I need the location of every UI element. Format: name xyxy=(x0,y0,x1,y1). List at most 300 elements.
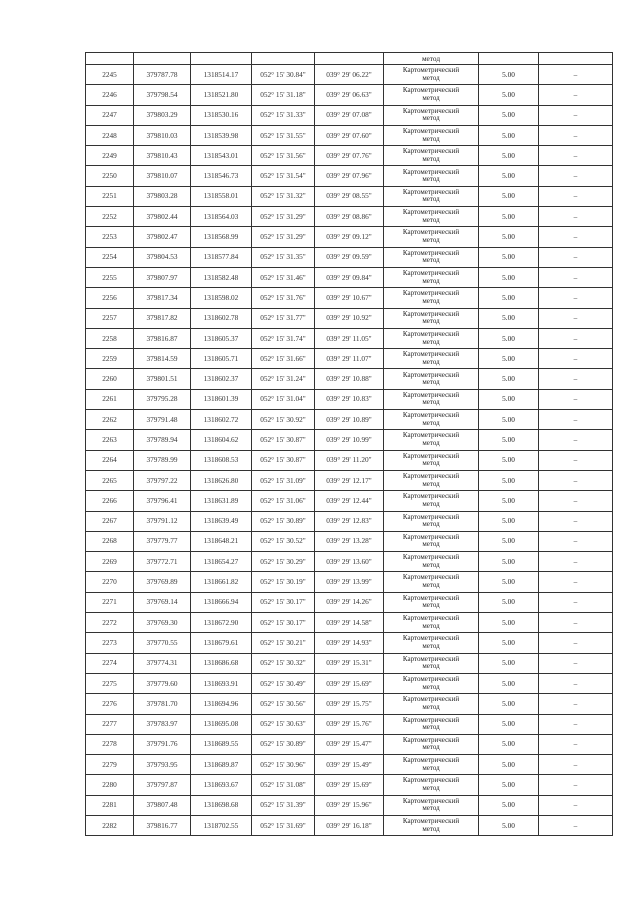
point-number-cell: 2272 xyxy=(86,613,134,633)
longitude-cell: 039° 29' 11.05" xyxy=(315,328,384,348)
method-line2: метод xyxy=(422,520,440,529)
table-row xyxy=(86,328,613,348)
point-number-cell: 2248 xyxy=(86,125,134,145)
accuracy-cell: 5.00 xyxy=(479,349,539,369)
x-coordinate-cell: 379817.82 xyxy=(134,308,191,328)
description-cell: – xyxy=(539,308,613,328)
x-coordinate-cell: 379795.28 xyxy=(134,389,191,409)
point-number-cell: 2269 xyxy=(86,552,134,572)
table-row xyxy=(86,734,613,754)
description-cell: – xyxy=(539,572,613,592)
table-row xyxy=(86,795,613,815)
point-number-cell: 2270 xyxy=(86,572,134,592)
y-coordinate-cell: 1318539.98 xyxy=(191,125,252,145)
latitude-cell: 052° 15' 30.89" xyxy=(252,734,315,754)
method-line1: Картометрический xyxy=(402,674,460,683)
y-coordinate-cell: 1318679.61 xyxy=(191,633,252,653)
accuracy-cell: 5.00 xyxy=(479,389,539,409)
table-body xyxy=(86,53,613,836)
method-line2: метод xyxy=(422,479,440,488)
method-line2: метод xyxy=(422,357,440,366)
y-coordinate-cell: 1318654.27 xyxy=(191,552,252,572)
description-cell: – xyxy=(539,470,613,490)
accuracy-cell: 5.00 xyxy=(479,714,539,734)
method-line2: метод xyxy=(422,175,440,184)
method-cell xyxy=(384,308,479,328)
point-number-cell: 2251 xyxy=(86,186,134,206)
y-coordinate-cell: 1318605.37 xyxy=(191,328,252,348)
longitude-cell: 039° 29' 06.22" xyxy=(315,65,384,85)
point-number-cell: 2262 xyxy=(86,410,134,430)
point-number-cell: 2255 xyxy=(86,267,134,287)
description-cell: – xyxy=(539,207,613,227)
longitude-cell: 039° 29' 08.55" xyxy=(315,186,384,206)
longitude-cell: 039° 29' 15.31" xyxy=(315,653,384,673)
method-line1: Картометрический xyxy=(402,817,460,826)
y-coordinate-cell: 1318672.90 xyxy=(191,613,252,633)
longitude-cell: 039° 29' 14.58" xyxy=(315,613,384,633)
latitude-cell: 052° 15' 30.19" xyxy=(252,572,315,592)
method-line1: Картометрический xyxy=(402,471,460,480)
y-coordinate-cell: 1318661.82 xyxy=(191,572,252,592)
description-cell: – xyxy=(539,389,613,409)
table-row xyxy=(86,186,613,206)
point-number-cell: 2263 xyxy=(86,430,134,450)
longitude-cell: 039° 29' 12.17" xyxy=(315,470,384,490)
table-row xyxy=(86,815,613,835)
longitude-cell: 039° 29' 10.83" xyxy=(315,389,384,409)
longitude-cell: 039° 29' 14.26" xyxy=(315,592,384,612)
table-row xyxy=(86,592,613,612)
latitude-cell: 052° 15' 31.39" xyxy=(252,795,315,815)
table-row xyxy=(86,85,613,105)
accuracy-cell: 5.00 xyxy=(479,572,539,592)
method-line2: метод xyxy=(422,337,440,346)
method-line2: метод xyxy=(422,581,440,590)
x-coordinate-cell: 379770.55 xyxy=(134,633,191,653)
latitude-cell: 052° 15' 31.04" xyxy=(252,389,315,409)
y-coordinate-cell: 1318543.01 xyxy=(191,146,252,166)
table-row xyxy=(86,267,613,287)
description-cell: – xyxy=(539,815,613,835)
accuracy-cell: 5.00 xyxy=(479,65,539,85)
description-cell: – xyxy=(539,227,613,247)
y-coordinate-cell: 1318558.01 xyxy=(191,186,252,206)
method-line2: метод xyxy=(422,662,440,671)
top-cell xyxy=(252,53,315,65)
description-cell: – xyxy=(539,592,613,612)
table-row xyxy=(86,673,613,693)
point-number-cell: 2282 xyxy=(86,815,134,835)
accuracy-cell: 5.00 xyxy=(479,613,539,633)
point-number-cell: 2271 xyxy=(86,592,134,612)
longitude-cell: 039° 29' 12.44" xyxy=(315,491,384,511)
x-coordinate-cell: 379802.47 xyxy=(134,227,191,247)
description-cell: – xyxy=(539,795,613,815)
y-coordinate-cell: 1318626.80 xyxy=(191,470,252,490)
top-cell xyxy=(479,53,539,65)
table-row xyxy=(86,775,613,795)
latitude-cell: 052° 15' 31.76" xyxy=(252,288,315,308)
method-cell xyxy=(384,349,479,369)
table-row xyxy=(86,653,613,673)
method-line1: Картометрический xyxy=(402,228,460,237)
longitude-cell: 039° 29' 06.63" xyxy=(315,85,384,105)
coordinates-table xyxy=(85,52,613,836)
latitude-cell: 052° 15' 31.54" xyxy=(252,166,315,186)
top-cell xyxy=(191,53,252,65)
y-coordinate-cell: 1318608.53 xyxy=(191,450,252,470)
y-coordinate-cell: 1318577.84 xyxy=(191,247,252,267)
x-coordinate-cell: 379791.12 xyxy=(134,511,191,531)
latitude-cell: 052° 15' 31.18" xyxy=(252,85,315,105)
method-cell xyxy=(384,491,479,511)
table-row xyxy=(86,755,613,775)
method-line2: метод xyxy=(422,499,440,508)
point-number-cell: 2260 xyxy=(86,369,134,389)
description-cell: – xyxy=(539,755,613,775)
point-number-cell: 2265 xyxy=(86,470,134,490)
method-line2: метод xyxy=(422,560,440,569)
method-line1: Картометрический xyxy=(402,735,460,744)
accuracy-cell: 5.00 xyxy=(479,288,539,308)
method-line2: метод xyxy=(422,641,440,650)
method-line1: Картометрический xyxy=(402,309,460,318)
y-coordinate-cell: 1318604.62 xyxy=(191,430,252,450)
method-cell xyxy=(384,146,479,166)
y-coordinate-cell: 1318693.91 xyxy=(191,673,252,693)
x-coordinate-cell: 379802.44 xyxy=(134,207,191,227)
accuracy-cell: 5.00 xyxy=(479,531,539,551)
method-line1: Картометрический xyxy=(402,86,460,95)
method-line2: метод xyxy=(422,154,440,163)
x-coordinate-cell: 379807.97 xyxy=(134,267,191,287)
longitude-cell: 039° 29' 11.07" xyxy=(315,349,384,369)
accuracy-cell: 5.00 xyxy=(479,430,539,450)
y-coordinate-cell: 1318602.78 xyxy=(191,308,252,328)
method-cell xyxy=(384,673,479,693)
longitude-cell: 039° 29' 11.20" xyxy=(315,450,384,470)
method-cell xyxy=(384,85,479,105)
latitude-cell: 052° 15' 31.24" xyxy=(252,369,315,389)
method-line2: метод xyxy=(422,682,440,691)
y-coordinate-cell: 1318530.16 xyxy=(191,105,252,125)
method-cell xyxy=(384,552,479,572)
y-coordinate-cell: 1318598.02 xyxy=(191,288,252,308)
top-cell xyxy=(539,53,613,65)
method-line2: метод xyxy=(422,702,440,711)
top-cell-method: метод xyxy=(384,53,479,65)
latitude-cell: 052° 15' 31.32" xyxy=(252,186,315,206)
y-coordinate-cell: 1318631.89 xyxy=(191,491,252,511)
latitude-cell: 052° 15' 31.33" xyxy=(252,105,315,125)
method-line1: Картометрический xyxy=(402,796,460,805)
latitude-cell: 052° 15' 31.29" xyxy=(252,207,315,227)
longitude-cell: 039° 29' 07.76" xyxy=(315,146,384,166)
method-cell xyxy=(384,166,479,186)
description-cell: – xyxy=(539,247,613,267)
method-line1: Картометрический xyxy=(402,126,460,135)
method-cell xyxy=(384,125,479,145)
method-line1: Картометрический xyxy=(402,269,460,278)
point-number-cell: 2261 xyxy=(86,389,134,409)
x-coordinate-cell: 379791.48 xyxy=(134,410,191,430)
method-line1: Картометрический xyxy=(402,208,460,217)
longitude-cell: 039° 29' 10.92" xyxy=(315,308,384,328)
method-cell xyxy=(384,795,479,815)
x-coordinate-cell: 379804.53 xyxy=(134,247,191,267)
method-line2: метод xyxy=(422,256,440,265)
y-coordinate-cell: 1318568.99 xyxy=(191,227,252,247)
method-line2: метод xyxy=(422,418,440,427)
method-line1: Картометрический xyxy=(402,167,460,176)
latitude-cell: 052° 15' 30.63" xyxy=(252,714,315,734)
method-line1: Картометрический xyxy=(402,411,460,420)
x-coordinate-cell: 379798.54 xyxy=(134,85,191,105)
method-cell xyxy=(384,734,479,754)
method-cell xyxy=(384,369,479,389)
accuracy-cell: 5.00 xyxy=(479,186,539,206)
description-cell: – xyxy=(539,430,613,450)
latitude-cell: 052° 15' 31.55" xyxy=(252,125,315,145)
longitude-cell: 039° 29' 10.89" xyxy=(315,410,384,430)
latitude-cell: 052° 15' 31.46" xyxy=(252,267,315,287)
point-number-cell: 2275 xyxy=(86,673,134,693)
method-line1: Картометрический xyxy=(402,329,460,338)
description-cell: – xyxy=(539,673,613,693)
longitude-cell: 039° 29' 13.60" xyxy=(315,552,384,572)
x-coordinate-cell: 379803.29 xyxy=(134,105,191,125)
latitude-cell: 052° 15' 31.66" xyxy=(252,349,315,369)
method-cell xyxy=(384,247,479,267)
accuracy-cell: 5.00 xyxy=(479,105,539,125)
longitude-cell: 039° 29' 13.28" xyxy=(315,531,384,551)
latitude-cell: 052° 15' 31.06" xyxy=(252,491,315,511)
description-cell: – xyxy=(539,146,613,166)
accuracy-cell: 5.00 xyxy=(479,653,539,673)
y-coordinate-cell: 1318564.03 xyxy=(191,207,252,227)
description-cell: – xyxy=(539,328,613,348)
method-cell xyxy=(384,430,479,450)
latitude-cell: 052° 15' 30.56" xyxy=(252,694,315,714)
point-number-cell: 2246 xyxy=(86,85,134,105)
method-cell xyxy=(384,633,479,653)
description-cell: – xyxy=(539,166,613,186)
method-line2: метод xyxy=(422,215,440,224)
y-coordinate-cell: 1318521.80 xyxy=(191,85,252,105)
method-cell xyxy=(384,450,479,470)
accuracy-cell: 5.00 xyxy=(479,491,539,511)
y-coordinate-cell: 1318689.87 xyxy=(191,755,252,775)
longitude-cell: 039° 29' 10.99" xyxy=(315,430,384,450)
x-coordinate-cell: 379814.59 xyxy=(134,349,191,369)
method-line1: Картометрический xyxy=(402,593,460,602)
longitude-cell: 039° 29' 09.59" xyxy=(315,247,384,267)
method-line2: метод xyxy=(422,621,440,630)
description-cell: – xyxy=(539,105,613,125)
accuracy-cell: 5.00 xyxy=(479,755,539,775)
method-line1: Картометрический xyxy=(402,390,460,399)
table-row xyxy=(86,247,613,267)
description-cell: – xyxy=(539,653,613,673)
x-coordinate-cell: 379781.70 xyxy=(134,694,191,714)
longitude-cell: 039° 29' 10.67" xyxy=(315,288,384,308)
method-line2: метод xyxy=(422,378,440,387)
x-coordinate-cell: 379797.87 xyxy=(134,775,191,795)
x-coordinate-cell: 379816.87 xyxy=(134,328,191,348)
accuracy-cell: 5.00 xyxy=(479,267,539,287)
method-line1: Картометрический xyxy=(402,492,460,501)
x-coordinate-cell: 379783.97 xyxy=(134,714,191,734)
longitude-cell: 039° 29' 15.69" xyxy=(315,775,384,795)
accuracy-cell: 5.00 xyxy=(479,673,539,693)
table-row xyxy=(86,369,613,389)
point-number-cell: 2278 xyxy=(86,734,134,754)
table-row xyxy=(86,633,613,653)
y-coordinate-cell: 1318686.68 xyxy=(191,653,252,673)
method-line2: метод xyxy=(422,784,440,793)
method-line1: Картометрический xyxy=(402,512,460,521)
method-line1: Картометрический xyxy=(402,147,460,156)
method-cell xyxy=(384,511,479,531)
x-coordinate-cell: 379787.78 xyxy=(134,65,191,85)
point-number-cell: 2277 xyxy=(86,714,134,734)
point-number-cell: 2258 xyxy=(86,328,134,348)
point-number-cell: 2249 xyxy=(86,146,134,166)
method-cell xyxy=(384,572,479,592)
latitude-cell: 052° 15' 31.56" xyxy=(252,146,315,166)
method-line2: метод xyxy=(422,398,440,407)
x-coordinate-cell: 379810.43 xyxy=(134,146,191,166)
accuracy-cell: 5.00 xyxy=(479,146,539,166)
longitude-cell: 039° 29' 15.49" xyxy=(315,755,384,775)
table-row xyxy=(86,65,613,85)
table-row xyxy=(86,511,613,531)
point-number-cell: 2264 xyxy=(86,450,134,470)
method-cell xyxy=(384,653,479,673)
x-coordinate-cell: 379797.22 xyxy=(134,470,191,490)
method-cell xyxy=(384,694,479,714)
description-cell: – xyxy=(539,613,613,633)
table-row xyxy=(86,227,613,247)
x-coordinate-cell: 379789.99 xyxy=(134,450,191,470)
latitude-cell: 052° 15' 31.77" xyxy=(252,308,315,328)
point-number-cell: 2267 xyxy=(86,511,134,531)
description-cell: – xyxy=(539,410,613,430)
description-cell: – xyxy=(539,125,613,145)
table-row xyxy=(86,389,613,409)
x-coordinate-cell: 379769.14 xyxy=(134,592,191,612)
table-row xyxy=(86,207,613,227)
description-cell: – xyxy=(539,369,613,389)
method-cell xyxy=(384,410,479,430)
method-line1: Картометрический xyxy=(402,634,460,643)
latitude-cell: 052° 15' 30.32" xyxy=(252,653,315,673)
method-line2: метод xyxy=(422,723,440,732)
method-cell xyxy=(384,105,479,125)
method-line1: Картометрический xyxy=(402,776,460,785)
table-row xyxy=(86,714,613,734)
method-line1: Картометрический xyxy=(402,106,460,115)
top-cell xyxy=(86,53,134,65)
latitude-cell: 052° 15' 30.87" xyxy=(252,450,315,470)
y-coordinate-cell: 1318601.39 xyxy=(191,389,252,409)
y-coordinate-cell: 1318702.55 xyxy=(191,815,252,835)
y-coordinate-cell: 1318602.37 xyxy=(191,369,252,389)
point-number-cell: 2268 xyxy=(86,531,134,551)
accuracy-cell: 5.00 xyxy=(479,775,539,795)
method-line1: Картометрический xyxy=(402,350,460,359)
method-line1: Картометрический xyxy=(402,187,460,196)
method-line2: метод xyxy=(422,459,440,468)
method-line2: метод xyxy=(422,804,440,813)
latitude-cell: 052° 15' 30.52" xyxy=(252,531,315,551)
point-number-cell: 2252 xyxy=(86,207,134,227)
method-cell xyxy=(384,207,479,227)
accuracy-cell: 5.00 xyxy=(479,207,539,227)
method-cell xyxy=(384,267,479,287)
point-number-cell: 2266 xyxy=(86,491,134,511)
top-cell xyxy=(134,53,191,65)
description-cell: – xyxy=(539,85,613,105)
table-row xyxy=(86,491,613,511)
latitude-cell: 052° 15' 30.92" xyxy=(252,410,315,430)
y-coordinate-cell: 1318648.21 xyxy=(191,531,252,551)
x-coordinate-cell: 379796.41 xyxy=(134,491,191,511)
method-line1: Картометрический xyxy=(402,695,460,704)
method-cell xyxy=(384,470,479,490)
point-number-cell: 2245 xyxy=(86,65,134,85)
x-coordinate-cell: 379801.51 xyxy=(134,369,191,389)
accuracy-cell: 5.00 xyxy=(479,247,539,267)
method-line1: Картометрический xyxy=(402,451,460,460)
description-cell: – xyxy=(539,633,613,653)
y-coordinate-cell: 1318666.94 xyxy=(191,592,252,612)
latitude-cell: 052° 15' 30.87" xyxy=(252,430,315,450)
longitude-cell: 039° 29' 08.86" xyxy=(315,207,384,227)
method-line2: метод xyxy=(422,276,440,285)
method-line2: метод xyxy=(422,763,440,772)
method-line2: метод xyxy=(422,317,440,326)
y-coordinate-cell: 1318514.17 xyxy=(191,65,252,85)
x-coordinate-cell: 379817.34 xyxy=(134,288,191,308)
method-cell xyxy=(384,227,479,247)
x-coordinate-cell: 379807.48 xyxy=(134,795,191,815)
y-coordinate-cell: 1318639.49 xyxy=(191,511,252,531)
latitude-cell: 052° 15' 30.89" xyxy=(252,511,315,531)
latitude-cell: 052° 15' 30.49" xyxy=(252,673,315,693)
x-coordinate-cell: 379769.89 xyxy=(134,572,191,592)
method-cell xyxy=(384,714,479,734)
description-cell: – xyxy=(539,775,613,795)
method-line1: Картометрический xyxy=(402,431,460,440)
method-cell xyxy=(384,288,479,308)
point-number-cell: 2253 xyxy=(86,227,134,247)
method-line1: Картометрический xyxy=(402,614,460,623)
accuracy-cell: 5.00 xyxy=(479,734,539,754)
x-coordinate-cell: 379793.95 xyxy=(134,755,191,775)
method-line1: Картометрический xyxy=(402,248,460,257)
longitude-cell: 039° 29' 07.60" xyxy=(315,125,384,145)
table-row xyxy=(86,531,613,551)
longitude-cell: 039° 29' 16.18" xyxy=(315,815,384,835)
table-row xyxy=(86,450,613,470)
method-line2: метод xyxy=(422,540,440,549)
method-line1: Картометрический xyxy=(402,573,460,582)
longitude-cell: 039° 29' 15.76" xyxy=(315,714,384,734)
table-row xyxy=(86,146,613,166)
x-coordinate-cell: 379774.31 xyxy=(134,653,191,673)
